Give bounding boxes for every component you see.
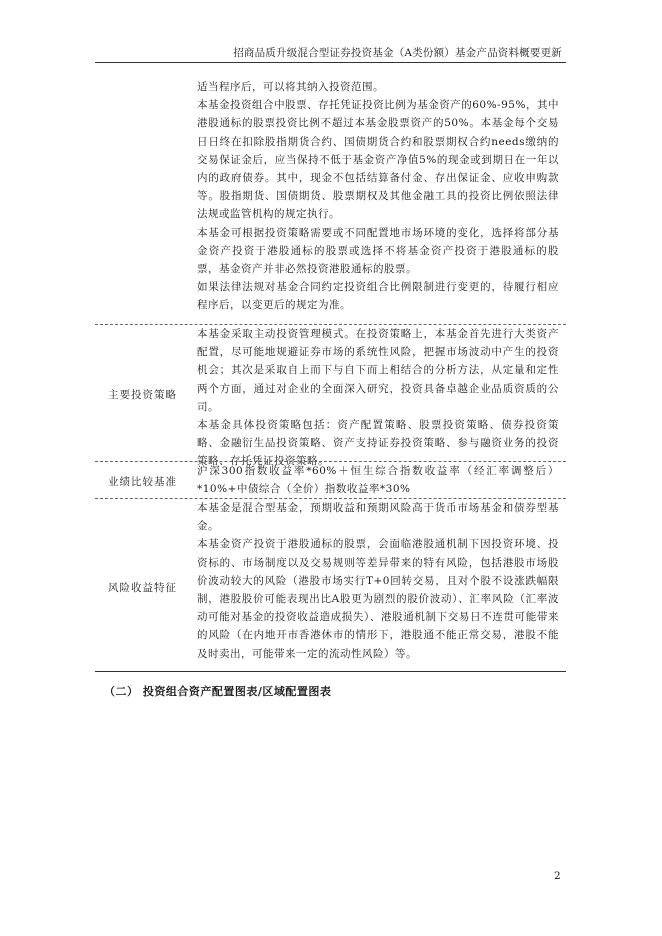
table-bottom-rule: [95, 671, 566, 672]
paragraph: 沪深300指数收益率*60%＋恒生综合指数收益率（经汇率调整后）*10%+中债综合（全价）指数收益率*30%: [197, 465, 559, 496]
header-rule: [95, 62, 566, 63]
paragraph: 如果法律法规对基金合同约定投资组合比例限制进行变更的，待履行相应程序后，以变更后的规定为准。: [197, 281, 559, 312]
investment-strategy-content: [197, 325, 559, 471]
paragraph: 本基金投资组合中股票、存托凭证投资比例为基金资产的60%-95%，其中港股通标的股票投资比例不超过本基金股票资产的50%。本基金每个交易日日终在扣除股指期货合约、国债期货合约和股票期权合约needs缴纳的交易保证金后，应当保持不低于基金资产净值5%的现金或到期日在一年以内的政府债券。其中，现金不包括结算备付金、存出保证金、应收申购款等。股指期货、国债期货、股票期权及其他金融工具的投资比例依照法律法规或监管机构的规定执行。: [197, 99, 559, 221]
paragraph: 本基金是混合型基金，预期收益和预期风险高于货币市场基金和债券型基金。: [197, 502, 559, 533]
risk-return-content: [197, 499, 559, 663]
row-label-benchmark: 业绩比较基准: [108, 476, 177, 488]
paragraph: 本基金可根据投资策略需要或不同配置地市场环境的变化，选择将部分基金资产投资于港股通标的股票或选择不将基金资产投资于港股通标的股票，基金资产并非必然投资港股通标的股票。: [197, 226, 559, 276]
page-number: 2: [554, 870, 561, 882]
page-header-title: 招商品质升级混合型证券投资基金（A类份额）基金产品资料概要更新: [233, 47, 562, 59]
row-label-investment-strategy: 主要投资策略: [108, 389, 177, 401]
investment-scope-content: [197, 78, 559, 315]
section-title: （二） 投资组合资产配置图表/区域配置图表: [104, 685, 332, 698]
benchmark-content: [197, 462, 559, 498]
paragraph: 本基金资产投资于港股通标的股票，会面临港股通机制下因投资环境、投资标的、市场制度以及交易规则等差异带来的特有风险，包括港股市场股价波动较大的风险（港股市场实行T+0回转交易，且对个股不设涨跌幅限制，港股股价可能表现出比A股更为剧烈的股价波动）、汇率风险（汇率波动可能对基金的投资收益造成损失）、港股通机制下交易日不连贯可能带来的风险（在内地开市香港休市的情形下，港股通不能正常交易，港股不能及时卖出，可能带来一定的流动性风险）等。: [197, 538, 559, 660]
paragraph: 本基金具体投资策略包括：资产配置策略、股票投资策略、债券投资策略、金融衍生品投资策略、资产支持证券投资策略、参与融资业务的投资策略、存托凭证投资策略。: [197, 419, 559, 468]
paragraph: 适当程序后，可以将其纳入投资范围。: [197, 81, 384, 93]
paragraph: 本基金采取主动投资管理模式。在投资策略上，本基金首先进行大类资产配置，尽可能地规避证券市场的系统性风险，把握市场波动中产生的投资机会；其次是采取自上而下与自下而上相结合的分析方法，从定量和定性两个方面，通过对企业的全面深入研究，投资具备卓越企业品质资质的公司。: [197, 328, 559, 413]
row-label-risk-return: 风险收益特征: [108, 582, 177, 594]
